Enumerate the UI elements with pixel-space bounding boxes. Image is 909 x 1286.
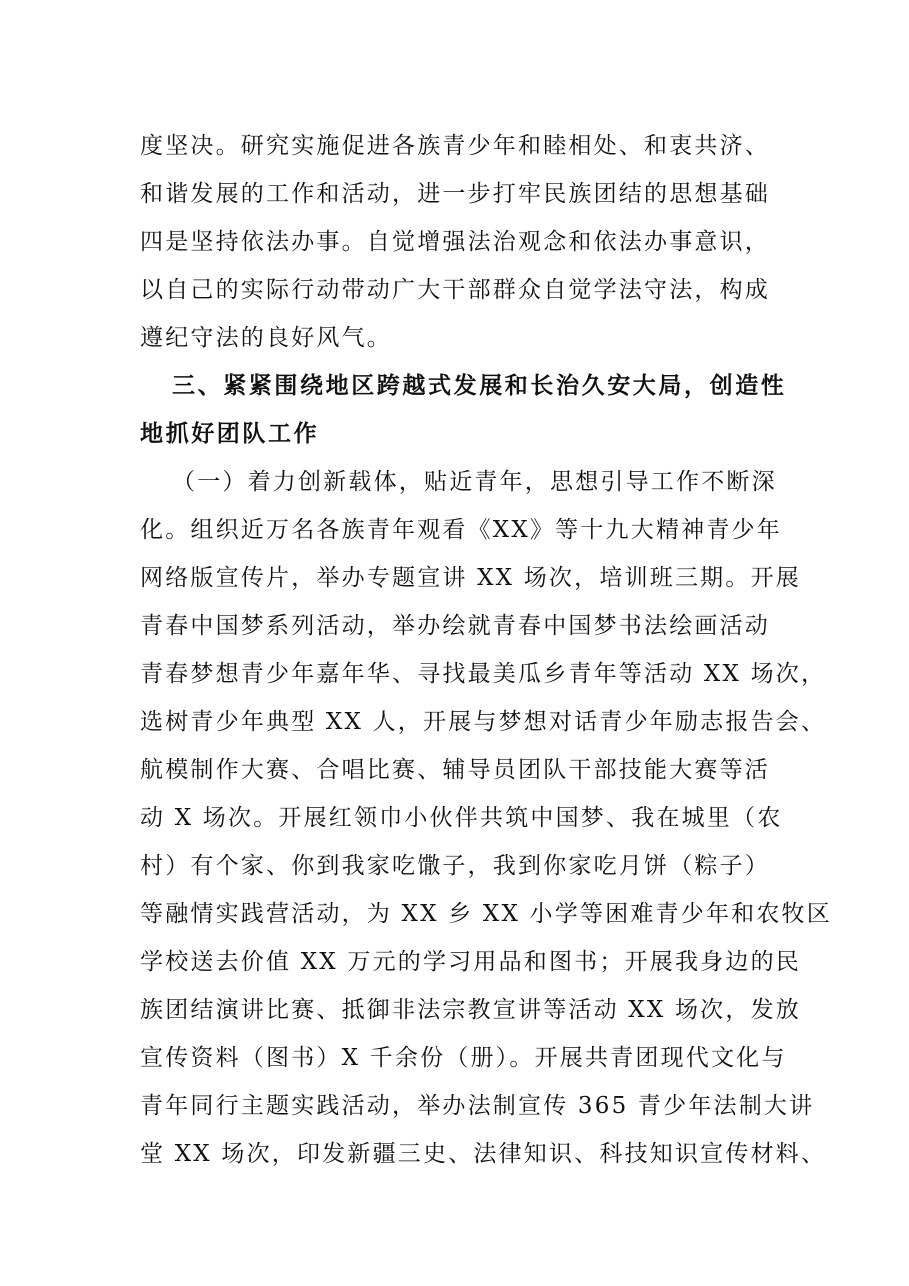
body-line-3: 四是坚持依法办事。自觉增强法治观念和依法办事意识， (140, 229, 770, 255)
body-line-4: 以自己的实际行动带动广大干部群众自觉学法守法，构成 (140, 277, 770, 303)
body-line-11: 青春中国梦系列活动，举办绘就青春中国梦书法绘画活动 (140, 613, 770, 639)
body-line-13: 选树青少年典型 XX 人，开展与梦想对话青少年励志报告会、 (140, 709, 827, 735)
body-line-20: 宣传资料（图书）X 千余份（册）。开展共青团现代文化与 (140, 1045, 787, 1071)
body-line-2: 和谐发展的工作和活动，进一步打牢民族团结的思想基础 (140, 181, 770, 207)
body-line-10: 网络版宣传片，举办专题宣讲 XX 场次，培训班三期。开展 (140, 565, 801, 591)
body-line-19: 族团结演讲比赛、抵御非法宗教宣讲等活动 XX 场次，发放 (140, 997, 801, 1023)
body-line-14: 航模制作大赛、合唱比赛、辅导员团队干部技能大赛等活 (140, 757, 770, 783)
body-line-16: 村）有个家、你到我家吃馓子，我到你家吃月饼（粽子） (140, 853, 770, 879)
section-heading-line-2: 地抓好团队工作 (140, 420, 320, 447)
body-line-5: 遵纪守法的良好风气。 (140, 325, 392, 351)
body-line-12: 青春梦想青少年嘉年华、寻找最美瓜乡青年等活动 XX 场次， (140, 661, 827, 687)
body-line-18: 学校送去价值 XX 万元的学习用品和图书；开展我身边的民 (140, 949, 801, 975)
section-heading-line-1: 三、紧紧围绕地区跨越式发展和长治久安大局，创造性 (172, 372, 787, 399)
body-line-15: 动 X 场次。开展红领巾小伙伴共筑中国梦、我在城里（农 (140, 805, 783, 831)
body-line-1: 度坚决。研究实施促进各族青少年和睦相处、和衷共济、 (140, 133, 770, 159)
body-line-9: 化。组织近万名各族青年观看《XX》等十九大精神青少年 (140, 517, 782, 543)
body-line-17: 等融情实践营活动，为 XX 乡 XX 小学等困难青少年和农牧区 (140, 901, 832, 927)
body-line-8: （一）着力创新载体，贴近青年，思想引导工作不断深 (172, 469, 777, 495)
body-line-22: 堂 XX 场次，印发新疆三史、法律知识、科技知识宣传材料、 (140, 1141, 827, 1167)
body-line-21: 青年同行主题实践活动，举办法制宣传 365 青少年法制大讲 (140, 1093, 815, 1119)
